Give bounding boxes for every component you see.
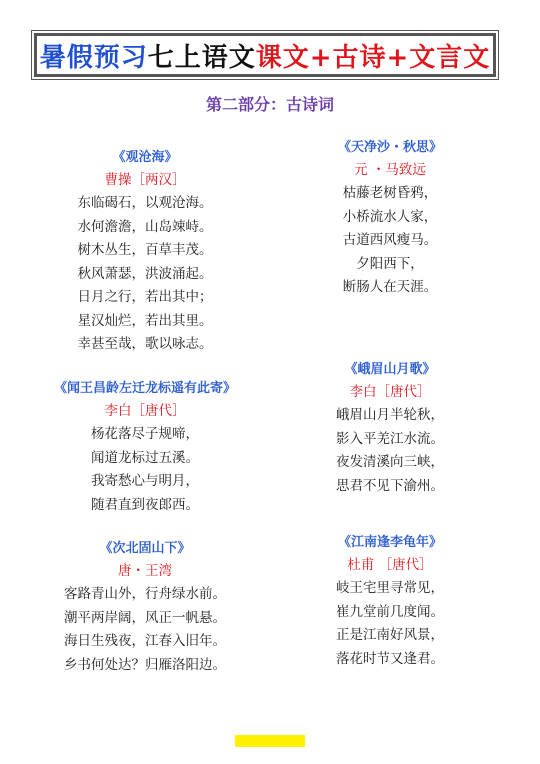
poem-title: 《观沧海》 — [112, 150, 178, 165]
poem-line: 正是江南好风景， — [336, 627, 444, 643]
page-title — [34, 33, 496, 77]
poem-line: 杨花落尽子规啼， — [91, 426, 199, 442]
poem-line: 幸甚至哉，歌以咏志。 — [77, 336, 213, 352]
poem-line: 夜发清溪向三峡， — [336, 454, 444, 470]
poem-author: 唐・王湾 — [118, 563, 172, 579]
yellow-highlight-bar — [235, 735, 305, 747]
poem-author: 元 ・马致远 — [354, 162, 426, 178]
poem-line: 落花时节又逢君。 — [336, 650, 444, 667]
poem-e-mei-shan-yue — [300, 359, 480, 498]
poem-line: 水何澹澹，山岛竦峙。 — [77, 218, 213, 235]
poem-line: 秋风萧瑟，洪波涌起。 — [77, 265, 213, 282]
poem-title: 《峨眉山月歌》 — [344, 362, 436, 377]
poem-line: 海日生残夜，江春入旧年。 — [64, 633, 226, 649]
poem-line: 闻道龙标过五溪。 — [91, 449, 199, 466]
poem-line: 乡书何处达？归雁洛阳边。 — [64, 656, 226, 673]
poem-line: 岐王宅里寻常见， — [336, 580, 444, 596]
poem-line: 客路青山外，行舟绿水前。 — [64, 586, 226, 602]
poem-line: 星汉灿烂，若出其里。 — [77, 312, 213, 329]
poem-line: 我寄愁心与明月， — [91, 473, 199, 489]
poem-line: 日月之行，若出其中； — [77, 289, 213, 305]
poem-line: 夕阳西下， — [356, 255, 424, 272]
poem-line: 随君直到夜郎西。 — [91, 496, 199, 513]
poem-line: 思君不见下渝州。 — [336, 477, 444, 494]
poem-author: 曹操［两汉］ — [104, 172, 186, 188]
title-part-blue: 暑假预习 — [39, 42, 148, 73]
poem-title: 《天净沙・秋思》 — [337, 140, 442, 155]
poem-line: 断肠人在天涯。 — [342, 279, 438, 295]
poem-author: 李白［唐代］ — [104, 403, 186, 419]
poem-author: 杜甫 ［唐代］ — [347, 557, 433, 573]
poem-guan-cang-hai — [45, 147, 245, 357]
poem-line: 树木丛生，百草丰茂。 — [77, 242, 213, 258]
poem-title: 《江南逢李龟年》 — [337, 535, 442, 550]
poem-tian-jing-sha — [300, 137, 480, 300]
title-part-black: 七上语文 — [147, 42, 256, 73]
poem-line: 影入平羌江水流。 — [336, 430, 444, 447]
poem-title: 《次北固山下》 — [99, 541, 191, 556]
poem-wen-wang-chang-ling — [30, 378, 260, 517]
poem-ci-bei-gu-shan — [45, 538, 245, 677]
poem-line: 潮平两岸阔，风正一帆悬。 — [64, 609, 226, 626]
section-title: 第二部分：古诗词 — [205, 95, 334, 114]
poem-jiang-nan-feng — [300, 532, 480, 671]
poem-line: 小桥流水人家， — [342, 208, 438, 225]
poem-line: 崔九堂前几度闻。 — [336, 603, 444, 620]
poem-author: 李白［唐代］ — [349, 384, 431, 400]
poem-line: 峨眉山月半轮秋， — [336, 407, 444, 423]
poem-title: 《闻王昌龄左迁龙标遥有此寄》 — [53, 381, 236, 396]
poem-line: 古道西风瘦马。 — [342, 232, 438, 248]
poem-line: 东临碣石，以观沧海。 — [77, 195, 213, 211]
poem-line: 枯藤老树昏鸦， — [342, 185, 438, 201]
title-part-red: 课文+古诗+文言文 — [255, 42, 491, 73]
